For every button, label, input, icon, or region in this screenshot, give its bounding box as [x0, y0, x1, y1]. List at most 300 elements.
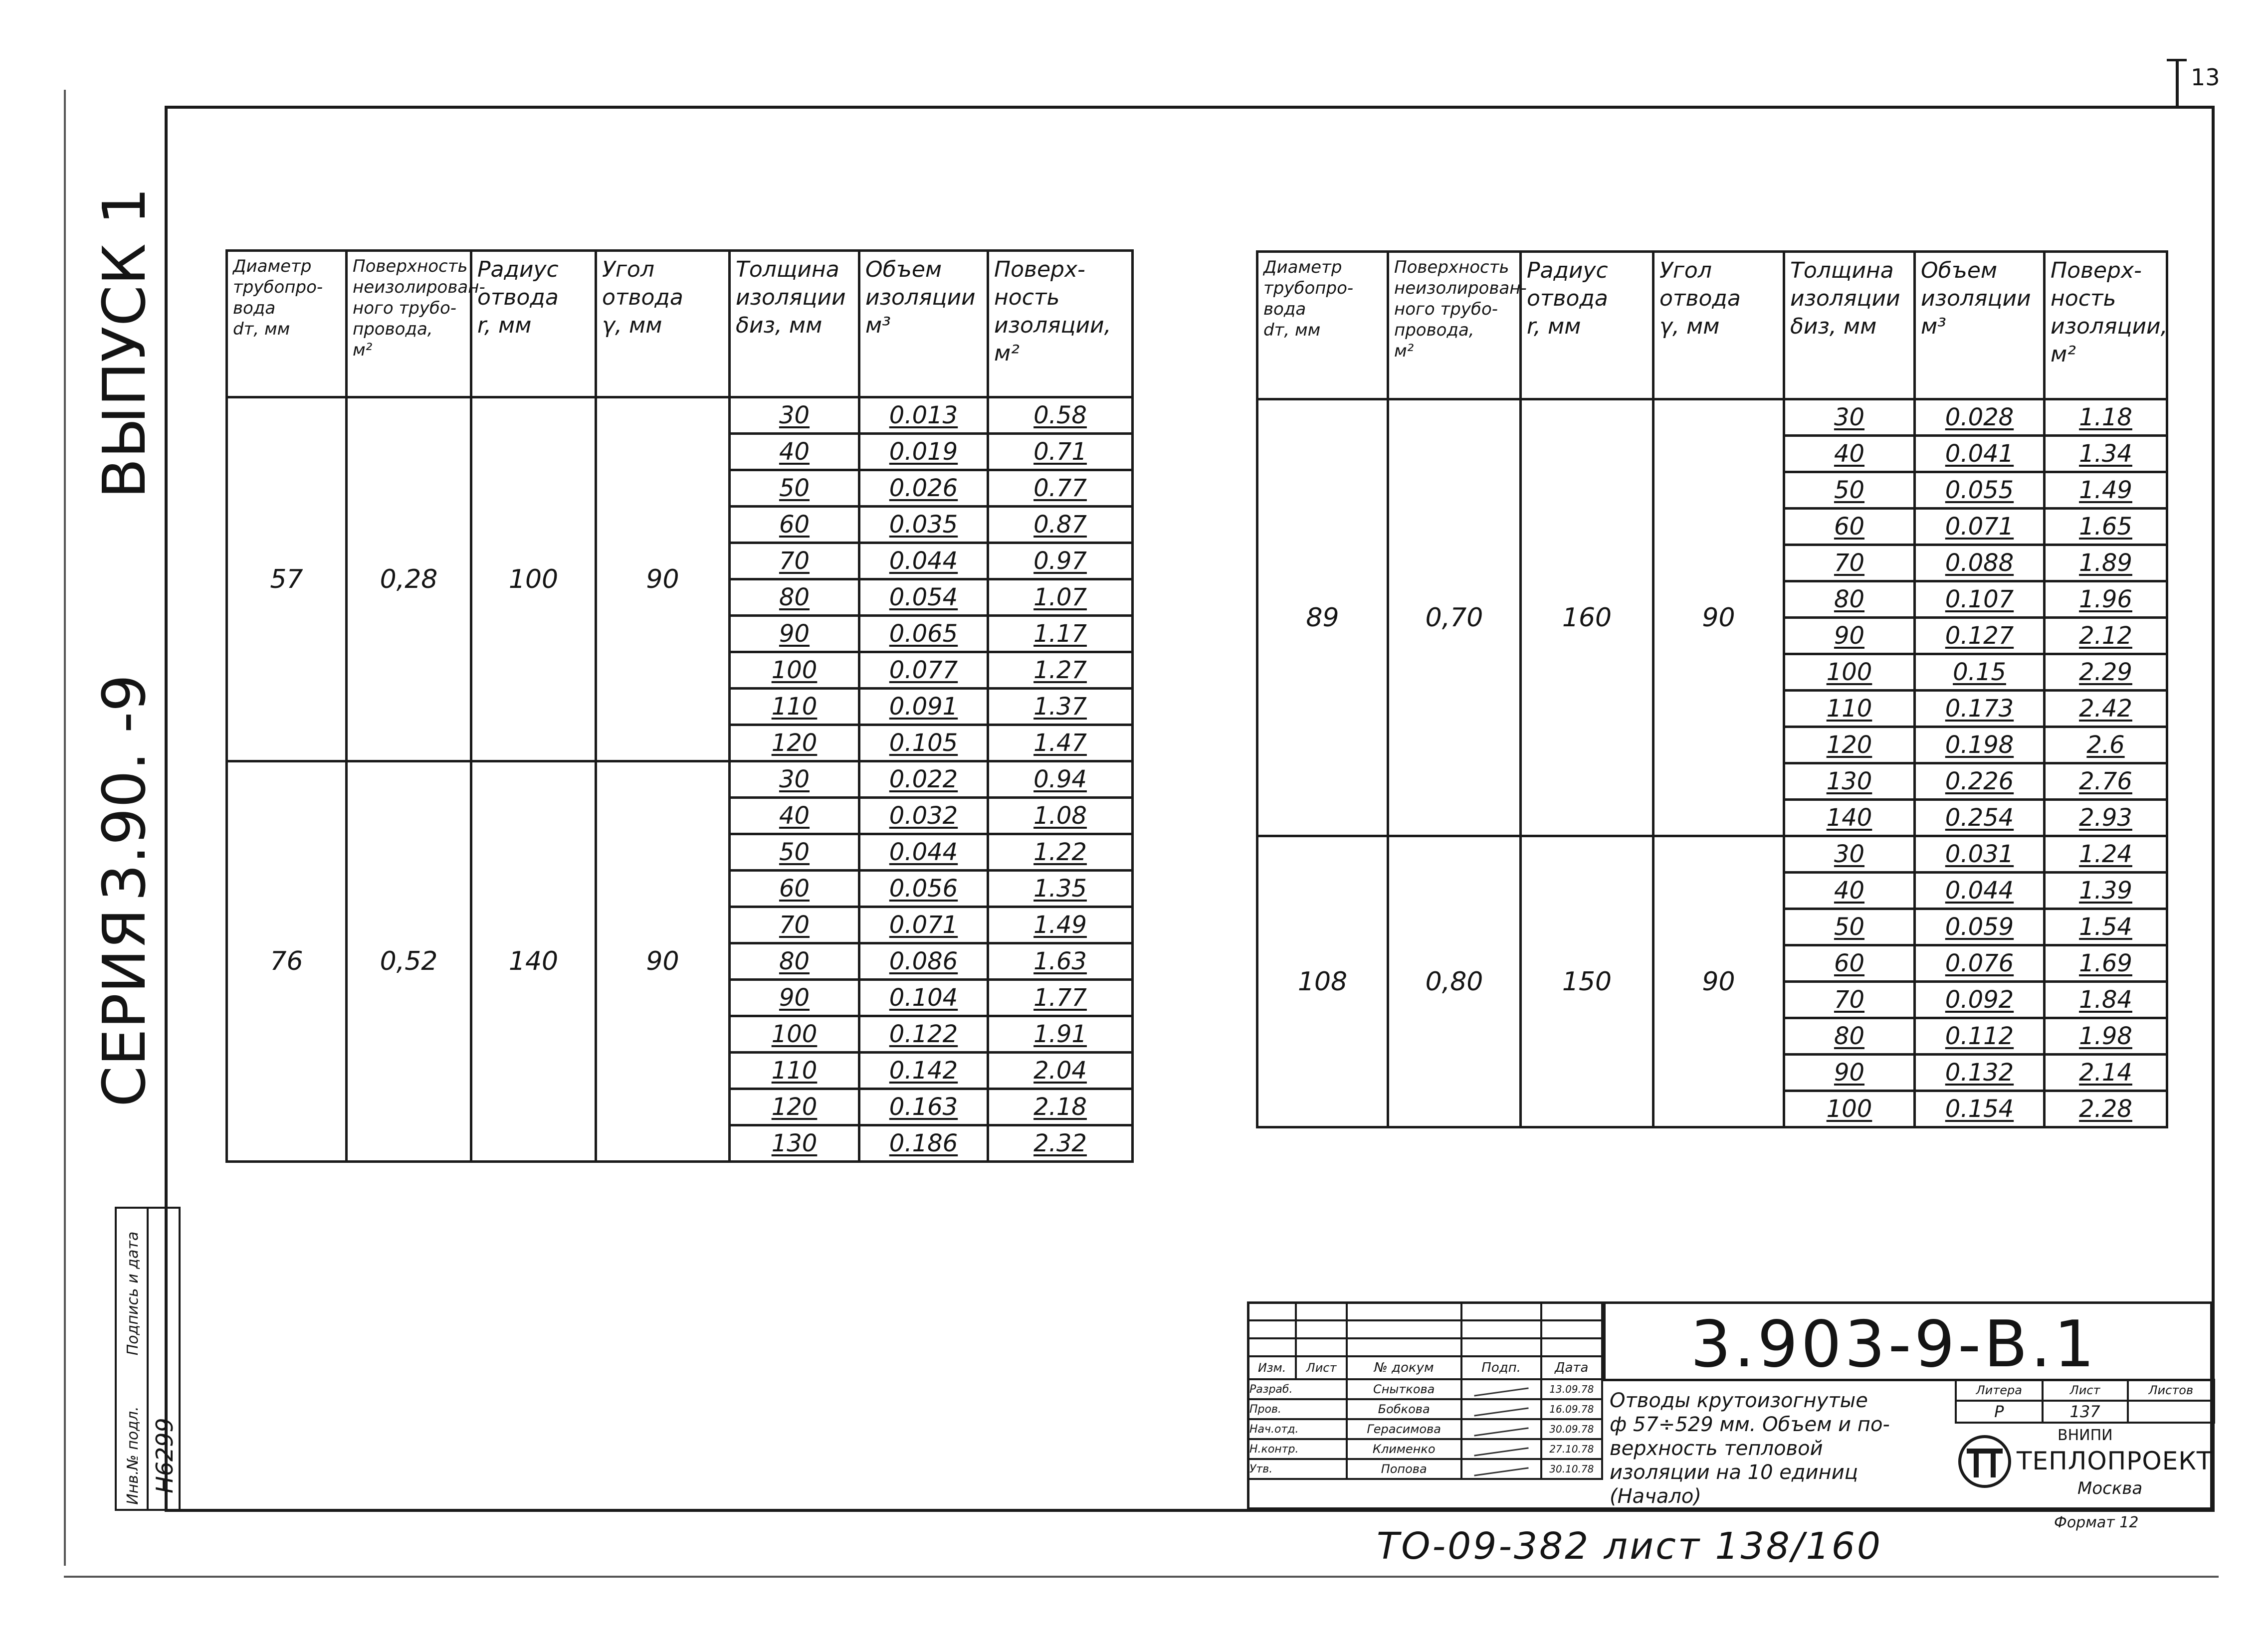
name-cell: Бобкова: [1347, 1399, 1461, 1419]
thickness-cell: [730, 980, 859, 1016]
name-cell: Герасимова: [1347, 1419, 1461, 1439]
area-cell: [988, 689, 1133, 725]
thickness-value: 50: [779, 838, 810, 866]
volume-cell: [859, 397, 988, 434]
thickness-cell: [730, 907, 859, 943]
area-cell: [988, 470, 1133, 507]
area-cell: [988, 871, 1133, 907]
area-value: 0.58: [1033, 401, 1087, 429]
thickness-value: 60: [779, 511, 810, 539]
insulation-table-right: [1256, 250, 2168, 1128]
thickness-cell: [1784, 873, 1915, 909]
col-diameter: Диаметр трубопро- вода dт, мм: [1257, 252, 1388, 399]
thickness-value: 90: [779, 984, 810, 1012]
thickness-cell: [730, 652, 859, 689]
volume-value: 0.088: [1945, 549, 2014, 577]
area-cell: [988, 943, 1133, 980]
thickness-cell: [730, 1053, 859, 1089]
area-cell: [988, 1089, 1133, 1125]
doc-code-cell: [1603, 1301, 2213, 1381]
signature-row: [1248, 1459, 1602, 1479]
diameter-cell: 89: [1257, 399, 1388, 836]
col-area: Поверх- ность изоляции, м²: [2045, 252, 2167, 399]
area-cell: [2045, 472, 2167, 509]
series-label: СЕРИЯ: [90, 908, 159, 1107]
volume-cell: [859, 1053, 988, 1089]
left-table-body: [227, 397, 1133, 1162]
page-number: 13: [2191, 64, 2220, 91]
signature-row: [1248, 1419, 1602, 1439]
thickness-cell: [1784, 1091, 1915, 1127]
issue-label: ВЫПУСК 1: [90, 187, 159, 499]
col-surface: Поверхность неизолирован- ного трубо- провода, м²: [1388, 252, 1521, 399]
org-city: Москва: [2077, 1478, 2143, 1498]
role-cell: Нач.отд.: [1248, 1419, 1347, 1439]
area-value: 1.08: [1033, 802, 1087, 830]
area-cell: [2045, 1091, 2167, 1127]
thickness-cell: [730, 579, 859, 616]
area-cell: [988, 980, 1133, 1016]
volume-cell: [1915, 763, 2045, 800]
area-cell: [2045, 800, 2167, 836]
area-value: 1.96: [2079, 585, 2132, 613]
hdr-sheet: Лист: [1296, 1356, 1346, 1379]
area-value: 2.28: [2079, 1095, 2132, 1123]
col-diameter: Диаметр трубопро- вода dт, мм: [227, 251, 347, 397]
thickness-cell: [1784, 727, 1915, 763]
area-value: 1.37: [1033, 693, 1087, 721]
area-cell: [988, 652, 1133, 689]
volume-value: 0.086: [889, 947, 958, 975]
thickness-cell: [1784, 763, 1915, 800]
signature-cell: [1461, 1379, 1541, 1399]
area-value: 2.32: [1033, 1129, 1087, 1157]
area-cell: [988, 1016, 1133, 1053]
org-name: ТЕПЛОПРОЕКТ: [2017, 1447, 2213, 1475]
area-value: 1.89: [2079, 549, 2132, 577]
volume-value: 0.104: [889, 984, 958, 1012]
thickness-value: 40: [779, 438, 810, 466]
area-cell: [2045, 1055, 2167, 1091]
area-value: 1.54: [2079, 913, 2132, 941]
thickness-value: 30: [1834, 840, 1865, 868]
volume-value: 0.132: [1945, 1059, 2014, 1087]
date-cell: 30.09.78: [1541, 1419, 1602, 1439]
volume-cell: [1915, 545, 2045, 581]
signature-cell: [1461, 1439, 1541, 1459]
table-row: [227, 397, 1133, 434]
thickness-value: 90: [779, 620, 810, 648]
volume-cell: [859, 1089, 988, 1125]
thickness-cell: [730, 761, 859, 798]
thickness-value: 80: [779, 583, 810, 611]
area-cell: [2045, 581, 2167, 618]
area-value: 2.42: [2079, 695, 2132, 723]
area-value: 2.6: [2086, 731, 2125, 759]
thickness-cell: [730, 616, 859, 652]
thickness-value: 80: [1834, 1022, 1865, 1050]
inv-number: Н6299: [151, 1418, 178, 1493]
hdr-date: Дата: [1541, 1356, 1602, 1379]
right-table-body: [1257, 399, 2167, 1127]
hdr-docnum: № докум: [1347, 1356, 1461, 1379]
area-cell: [2045, 727, 2167, 763]
volume-value: 0.035: [889, 511, 958, 539]
volume-value: 0.044: [1945, 877, 2014, 905]
volume-cell: [859, 434, 988, 470]
thickness-value: 50: [779, 474, 810, 502]
volume-value: 0.013: [889, 401, 958, 429]
volume-value: 0.076: [1945, 949, 2014, 977]
volume-value: 0.065: [889, 620, 958, 648]
volume-value: 0.044: [889, 838, 958, 866]
volume-cell: [1915, 945, 2045, 982]
volume-value: 0.092: [1945, 986, 2014, 1014]
stage-grid: [1955, 1379, 2215, 1424]
volume-value: 0.031: [1945, 840, 2014, 868]
col-volume: Объем изоляции м³: [859, 251, 988, 397]
signature-row: [1248, 1399, 1602, 1419]
area-value: 1.34: [2079, 440, 2132, 468]
thickness-value: 90: [1834, 1059, 1865, 1087]
volume-cell: [859, 834, 988, 871]
thickness-cell: [730, 834, 859, 871]
thickness-value: 110: [1826, 695, 1872, 723]
thickness-value: 110: [771, 693, 818, 721]
volume-value: 0.15: [1953, 658, 2006, 686]
volume-cell: [859, 943, 988, 980]
volume-value: 0.055: [1945, 476, 2014, 504]
thickness-cell: [730, 507, 859, 543]
volume-value: 0.059: [1945, 913, 2014, 941]
hdr-change: Изм.: [1248, 1356, 1296, 1379]
volume-value: 0.142: [889, 1057, 958, 1085]
signature-scribble: [1474, 1407, 1528, 1416]
stage-value: Р: [1956, 1401, 2043, 1423]
angle-cell: 90: [596, 397, 730, 761]
volume-cell: [859, 579, 988, 616]
thickness-value: 80: [779, 947, 810, 975]
thickness-cell: [730, 871, 859, 907]
table-row: [227, 761, 1133, 798]
area-cell: [2045, 873, 2167, 909]
thickness-value: 90: [1834, 622, 1865, 650]
thickness-value: 40: [1834, 440, 1865, 468]
thickness-value: 60: [1834, 513, 1865, 541]
area-value: 1.49: [2079, 476, 2132, 504]
area-cell: [2045, 618, 2167, 654]
diameter-cell: 108: [1257, 836, 1388, 1127]
thickness-value: 40: [779, 802, 810, 830]
date-cell: 27.10.78: [1541, 1439, 1602, 1459]
thickness-value: 110: [771, 1057, 818, 1085]
area-cell: [988, 798, 1133, 834]
table-row: [1257, 399, 2167, 436]
thickness-cell: [1784, 545, 1915, 581]
thickness-cell: [1784, 399, 1915, 436]
radius-cell: 150: [1521, 836, 1653, 1127]
hdr-sign: Подп.: [1461, 1356, 1541, 1379]
area-value: 1.07: [1033, 583, 1087, 611]
inventory-stamp: [115, 1207, 181, 1511]
volume-value: 0.056: [889, 875, 958, 903]
role-cell: Утв.: [1248, 1459, 1347, 1479]
signature-scribble: [1474, 1447, 1528, 1456]
name-cell: Сныткова: [1347, 1379, 1461, 1399]
volume-value: 0.091: [889, 693, 958, 721]
thickness-value: 40: [1834, 877, 1865, 905]
area-cell: [2045, 1018, 2167, 1055]
volume-cell: [1915, 873, 2045, 909]
thickness-value: 120: [771, 729, 818, 757]
surface-cell: 0,28: [347, 397, 471, 761]
volume-cell: [1915, 909, 2045, 945]
title-block: [1247, 1301, 2213, 1510]
volume-cell: [1915, 1055, 2045, 1091]
area-cell: [2045, 545, 2167, 581]
signature-row: [1248, 1379, 1602, 1399]
area-cell: [988, 834, 1133, 871]
thickness-value: 100: [771, 1020, 818, 1048]
sheet-value: 137: [2043, 1401, 2128, 1423]
area-value: 2.14: [2079, 1059, 2132, 1087]
surface-cell: 0,70: [1388, 399, 1521, 836]
volume-cell: [1915, 1091, 2045, 1127]
angle-cell: 90: [596, 761, 730, 1162]
radius-cell: 140: [471, 761, 596, 1162]
thickness-cell: [1784, 472, 1915, 509]
format-label: Формат 12: [2054, 1514, 2139, 1531]
insulation-table-left: [225, 249, 1134, 1163]
volume-value: 0.041: [1945, 440, 2014, 468]
thickness-value: 140: [1826, 804, 1872, 832]
area-cell: [2045, 691, 2167, 727]
teploproekt-logo-icon: [1957, 1434, 2013, 1489]
date-cell: 16.09.78: [1541, 1399, 1602, 1419]
volume-value: 0.254: [1945, 804, 2014, 832]
volume-value: 0.071: [889, 911, 958, 939]
signature-scribble: [1474, 1467, 1528, 1476]
volume-cell: [859, 1016, 988, 1053]
area-value: 2.93: [2079, 804, 2132, 832]
volume-cell: [859, 652, 988, 689]
thickness-value: 70: [779, 547, 810, 575]
trim-line-bottom: [64, 1576, 2219, 1578]
thickness-cell: [1784, 509, 1915, 545]
role-cell: Н.контр.: [1248, 1439, 1347, 1459]
area-cell: [988, 434, 1133, 470]
volume-value: 0.127: [1945, 622, 2014, 650]
area-cell: [2045, 945, 2167, 982]
area-value: 1.24: [2079, 840, 2132, 868]
volume-cell: [859, 616, 988, 652]
thickness-value: 100: [1826, 1095, 1872, 1123]
area-cell: [2045, 763, 2167, 800]
area-cell: [988, 907, 1133, 943]
volume-cell: [1915, 618, 2045, 654]
signature-row: [1248, 1439, 1602, 1459]
col-area: Поверх- ность изоляции, м²: [988, 251, 1133, 397]
volume-value: 0.107: [1945, 585, 2014, 613]
col-angle: Угол отвода γ, мм: [1653, 252, 1784, 399]
thickness-cell: [1784, 618, 1915, 654]
thickness-cell: [1784, 581, 1915, 618]
volume-cell: [859, 725, 988, 761]
area-value: 1.77: [1033, 984, 1087, 1012]
volume-value: 0.032: [889, 802, 958, 830]
volume-value: 0.028: [1945, 403, 2014, 431]
surface-cell: 0,52: [347, 761, 471, 1162]
area-value: 1.35: [1033, 875, 1087, 903]
thickness-value: 60: [779, 875, 810, 903]
area-cell: [988, 507, 1133, 543]
col-radius: Радиус отвода r, мм: [1521, 252, 1653, 399]
thickness-cell: [1784, 654, 1915, 691]
volume-value: 0.163: [889, 1093, 958, 1121]
thickness-value: 100: [1826, 658, 1872, 686]
surface-cell: 0,80: [1388, 836, 1521, 1127]
radius-cell: 160: [1521, 399, 1653, 836]
thickness-cell: [1784, 836, 1915, 873]
org-line1: ВНИПИ: [2058, 1427, 2113, 1444]
volume-cell: [859, 761, 988, 798]
area-value: 1.84: [2079, 986, 2132, 1014]
role-cell: Разраб.: [1248, 1379, 1347, 1399]
thickness-cell: [1784, 945, 1915, 982]
thickness-value: 50: [1834, 476, 1865, 504]
thickness-cell: [1784, 800, 1915, 836]
thickness-value: 70: [779, 911, 810, 939]
thickness-value: 30: [779, 765, 810, 793]
hdr-stage: Литера: [1956, 1380, 2043, 1401]
volume-value: 0.122: [889, 1020, 958, 1048]
thickness-cell: [730, 434, 859, 470]
volume-value: 0.077: [889, 656, 958, 684]
volume-cell: [1915, 581, 2045, 618]
area-value: 2.18: [1033, 1093, 1087, 1121]
diameter-cell: 57: [227, 397, 347, 761]
area-cell: [2045, 436, 2167, 472]
volume-cell: [1915, 472, 2045, 509]
name-cell: Клименко: [1347, 1439, 1461, 1459]
area-value: 1.65: [2079, 513, 2132, 541]
thickness-cell: [730, 1089, 859, 1125]
area-value: 0.77: [1033, 474, 1087, 502]
doc-code: 3.903-9-В.1: [1690, 1307, 2098, 1382]
name-cell: Попова: [1347, 1459, 1461, 1479]
thickness-cell: [1784, 436, 1915, 472]
area-value: 0.94: [1033, 765, 1087, 793]
volume-cell: [1915, 691, 2045, 727]
volume-cell: [859, 689, 988, 725]
diameter-cell: 76: [227, 761, 347, 1162]
signature-scribble: [1474, 1427, 1528, 1436]
area-value: 0.97: [1033, 547, 1087, 575]
area-value: 1.98: [2079, 1022, 2132, 1050]
angle-cell: 90: [1653, 836, 1784, 1127]
volume-value: 0.105: [889, 729, 958, 757]
col-surface: Поверхность неизолирован- ного трубо- провода, м²: [347, 251, 471, 397]
volume-cell: [859, 470, 988, 507]
binding-line: [64, 90, 66, 1566]
angle-cell: 90: [1653, 399, 1784, 836]
area-value: 1.27: [1033, 656, 1087, 684]
volume-value: 0.112: [1945, 1022, 2014, 1050]
radius-cell: 100: [471, 397, 596, 761]
thickness-value: 60: [1834, 949, 1865, 977]
volume-value: 0.071: [1945, 513, 2014, 541]
area-cell: [988, 725, 1133, 761]
volume-value: 0.054: [889, 583, 958, 611]
area-value: 2.04: [1033, 1057, 1087, 1085]
thickness-value: 120: [1826, 731, 1872, 759]
signature-scribble: [1474, 1387, 1528, 1396]
area-cell: [2045, 509, 2167, 545]
area-value: 1.22: [1033, 838, 1087, 866]
volume-value: 0.226: [1945, 767, 2014, 795]
signature-cell: [1461, 1459, 1541, 1479]
area-cell: [2045, 836, 2167, 873]
col-volume: Объем изоляции м³: [1915, 252, 2045, 399]
area-cell: [2045, 399, 2167, 436]
thickness-value: 30: [1834, 403, 1865, 431]
thickness-value: 100: [771, 656, 818, 684]
volume-value: 0.173: [1945, 695, 2014, 723]
thickness-cell: [1784, 982, 1915, 1018]
area-value: 0.71: [1033, 438, 1087, 466]
thickness-cell: [1784, 909, 1915, 945]
thickness-value: 70: [1834, 986, 1865, 1014]
volume-cell: [1915, 654, 2045, 691]
thickness-cell: [1784, 691, 1915, 727]
volume-cell: [859, 907, 988, 943]
area-cell: [988, 1125, 1133, 1162]
date-cell: 30.10.78: [1541, 1459, 1602, 1479]
col-thickness: Толщина изоляции δиз, мм: [1784, 252, 1915, 399]
area-value: 2.29: [2079, 658, 2132, 686]
thickness-cell: [730, 798, 859, 834]
volume-cell: [859, 871, 988, 907]
area-cell: [2045, 654, 2167, 691]
area-cell: [988, 616, 1133, 652]
area-cell: [2045, 982, 2167, 1018]
area-value: 1.91: [1033, 1020, 1087, 1048]
page-corner-tick-top: [2167, 59, 2187, 61]
area-cell: [988, 543, 1133, 579]
thickness-cell: [730, 689, 859, 725]
col-angle: Угол отвода γ, мм: [596, 251, 730, 397]
area-cell: [988, 1053, 1133, 1089]
thickness-cell: [730, 397, 859, 434]
series-code: 3.90. -9: [90, 674, 159, 902]
date-cell: 13.09.78: [1541, 1379, 1602, 1399]
area-cell: [988, 761, 1133, 798]
thickness-value: 80: [1834, 585, 1865, 613]
area-value: 1.49: [1033, 911, 1087, 939]
area-value: 1.69: [2079, 949, 2132, 977]
area-value: 1.18: [2079, 403, 2132, 431]
area-value: 0.87: [1033, 511, 1087, 539]
volume-cell: [1915, 800, 2045, 836]
thickness-cell: [730, 943, 859, 980]
thickness-cell: [730, 470, 859, 507]
hdr-sheet-no: Лист: [2043, 1380, 2128, 1401]
signature-cell: [1461, 1399, 1541, 1419]
page-corner-tick: [2176, 59, 2179, 107]
volume-value: 0.044: [889, 547, 958, 575]
thickness-cell: [730, 543, 859, 579]
area-value: 2.12: [2079, 622, 2132, 650]
